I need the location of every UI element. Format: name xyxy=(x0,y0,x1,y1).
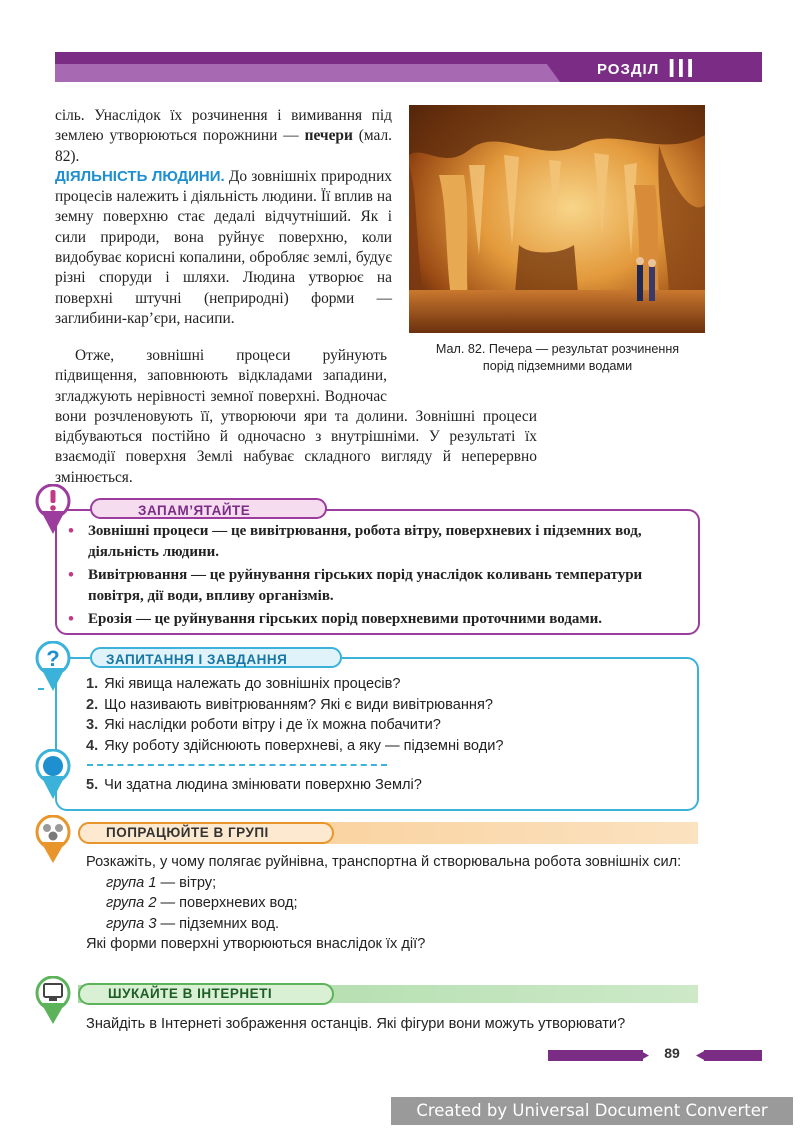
footer-chevron-left xyxy=(639,1050,649,1061)
keyword-caves: печери xyxy=(304,127,353,145)
section-tab xyxy=(565,52,762,82)
section-number: III xyxy=(668,53,696,83)
remember-title: ЗАПАМ’ЯТАЙТЕ xyxy=(90,498,327,519)
left-column xyxy=(55,106,392,329)
cave-image xyxy=(409,105,705,333)
paragraph-human: ДІЯЛЬНІСТЬ ЛЮДИНИ. До зовнішніх природних процесів належить і діяльність людини. Її вплив на земну поверхню стає дедалі відчутніший. Як і сили природи, вона руйнує поверхню, коли видобуває корисні копалини, обробляє землі, будує різні споруди і шляхи. Людина утворює на поверхні штучні (неприродні) форми — заглибини-кар’єри, насипи. xyxy=(55,167,393,327)
group-item: група 1 — вітру; xyxy=(106,874,217,891)
group-text xyxy=(86,852,696,955)
question-item: 2. Що називають вивітрюванням? Які є види вивітрювання? xyxy=(86,696,493,713)
header-slant xyxy=(538,52,568,82)
questions-list xyxy=(86,674,686,796)
figure-caption: Мал. 82. Печера — результат розчинення порід підземними водами xyxy=(435,342,680,373)
question-item: 3. Які наслідки роботи вітру і де їх можна побачити? xyxy=(86,717,441,734)
heading-human-activity: ДІЯЛЬНІСТЬ ЛЮДИНИ. xyxy=(55,167,225,185)
internet-text: Знайдіть в Інтернеті зображення останців. Які фігури вони можуть утворювати? xyxy=(86,1016,626,1032)
header-band-light xyxy=(55,64,565,82)
group-outro: Які форми поверхні утворюються внаслідок їх дії? xyxy=(86,936,426,952)
internet-title: ШУКАЙТЕ В ІНТЕРНЕТІ xyxy=(78,983,334,1005)
section-word: РОЗДІЛ xyxy=(597,61,660,78)
footer-bar-left xyxy=(548,1050,643,1061)
group-title: ПОПРАЦЮЙТЕ В ГРУПІ xyxy=(78,822,334,844)
group-item: група 2 — поверхневих вод; xyxy=(106,895,298,911)
watermark: Created by Universal Document Converter xyxy=(391,1097,793,1125)
footer-bar-right xyxy=(704,1050,762,1061)
cave-photo xyxy=(409,105,705,333)
paragraph-conclusion: Отже, зовнішні процеси руйнують підвищення, заповнюють відкладами западини, згладжують нерівності земної поверхні. Водночас вони розчленовують її, утворюючи яри та долини. Зовнішні процеси відбуваються постійно й одночасно з внутрішніми. У результаті їх взаємодії поверхня Землі набуває складного вигляду й неперервно змінюється. xyxy=(55,347,537,486)
remember-item: • Ерозія — це руйнування гірських порід поверхневими проточними водами. xyxy=(66,609,691,630)
group-intro: Розкажіть, у чому полягає руйнівна, транспортна й створювальна робота зовнішніх сил: xyxy=(86,854,682,870)
computer-pin-icon xyxy=(35,976,71,1026)
blue-dot-pin-icon xyxy=(35,749,71,801)
remember-item: • Зовнішні процеси — це вивітрювання, робота вітру, поверхневих і підземних вод, діяльність людини. xyxy=(66,521,691,562)
remember-list xyxy=(66,521,691,633)
question-item: 4. Яку роботу здійснюють поверхневі, а яку — підземні води? xyxy=(86,738,504,755)
questions-tick xyxy=(38,688,44,690)
page-number: 89 xyxy=(664,1045,680,1061)
question-item: 1. Які явища належать до зовнішніх процесів? xyxy=(86,676,401,692)
paragraph-caves: сіль. Унаслідок їх розчинення і вимивання під землею утворюються порожнини — печери (мал. 82). xyxy=(55,107,392,165)
svg-text:?: ? xyxy=(46,646,60,671)
questions-title: ЗАПИТАННЯ І ЗАВДАННЯ xyxy=(90,647,342,668)
remember-item: • Вивітрювання — це руйнування гірських порід унаслідок коливань температури повітря, дії води, впливу організмів. xyxy=(66,565,691,606)
people-pin-icon xyxy=(35,815,71,865)
question-pin-icon xyxy=(35,641,71,693)
group-item: група 3 — підземних вод. xyxy=(106,915,280,932)
questions-divider xyxy=(87,764,387,766)
question-item-extra: 5. Чи здатна людина змінювати поверхню Землі? xyxy=(86,776,422,793)
